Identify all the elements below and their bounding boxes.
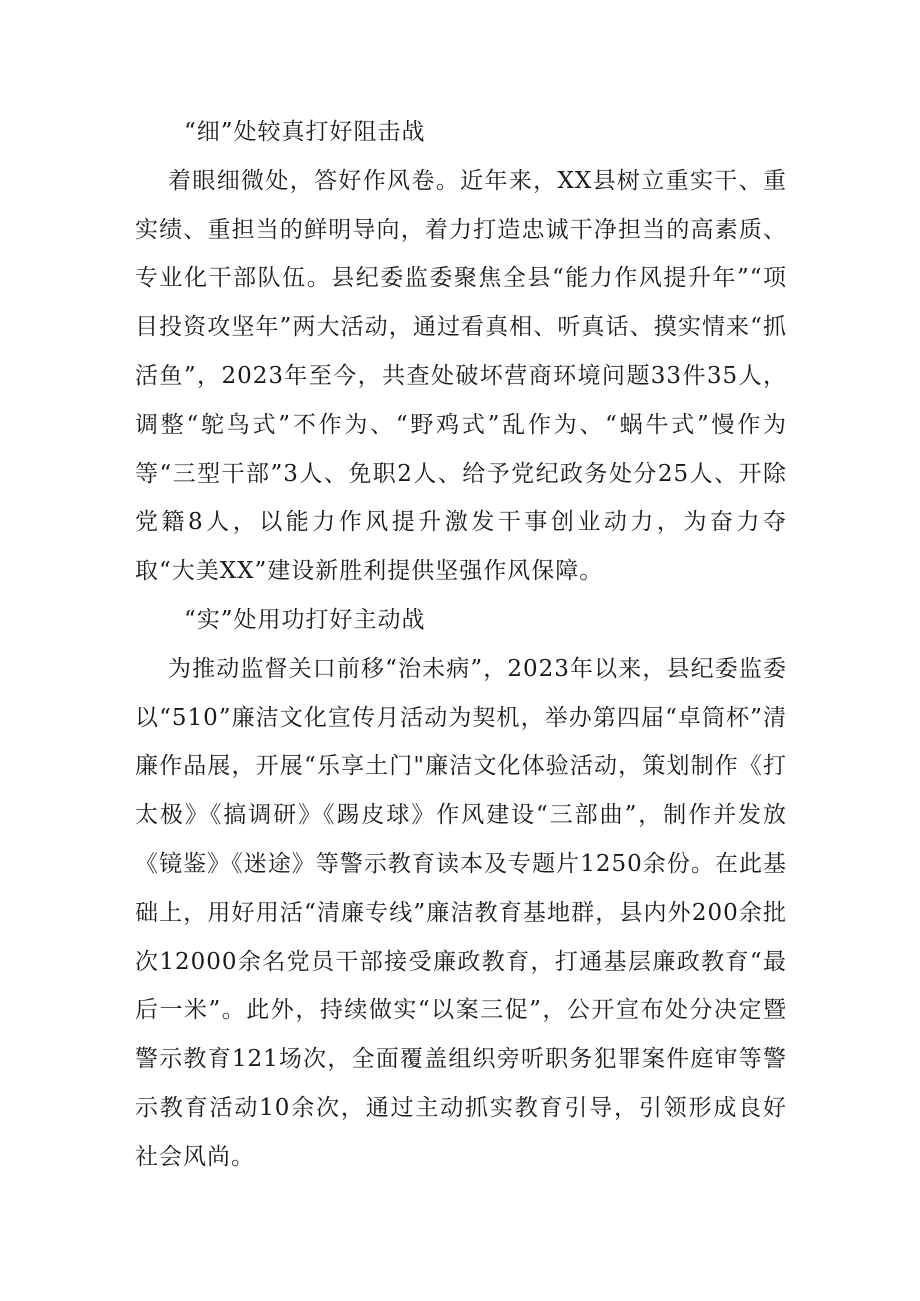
document-body [135,108,787,1182]
section-paragraph-2: 为推动监督关口前移“治未病”，2023年以来，县纪委监委以“510”廉洁文化宣传月活动为契机，举办第四届“卓筒杯”清廉作品展，开展“乐享土门"廉洁文化体验活动，策划制作《打太极》《搞调研》《踢皮球》作风建设“三部曲”，制作并发放《镜鉴》《迷途》等警示教育读本及专题片1250余份。在此基础上，用好用活“清廉专线”廉洁教育基地群，县内外200余批次12000余名党员干部接受廉政教育，打通基层廉政教育“最后一米”。此外，持续做实“以案三促”，公开宣布处分决定暨警示教育121场次，全面覆盖组织旁听职务犯罪案件庭审等警示教育活动10余次，通过主动抓实教育引导，引领形成良好社会风尚。 [135,655,787,1170]
section-heading-2: “实”处用功打好主动战 [184,606,426,633]
section-heading-1: “细”处较真打好阻击战 [184,119,426,145]
section-paragraph-1: 着眼细微处，答好作风卷。近年来，XX县树立重实干、重实绩、重担当的鲜明导向，着力打造忠诚干净担当的高素质、专业化干部队伍。县纪委监委聚焦全县“能力作风提升年”“项目投资攻坚年”两大活动，通过看真相、听真话、摸实情来“抓活鱼”，2023年至今，共查处破坏营商环境问题33件35人，调整“鸵鸟式”不作为、“野鸡式”乱作为、“蜗牛式”慢作为等“三型干部”3人、免职2人、给予党纪政务处分25人、开除党籍8人，以能力作风提升激发干事创业动力，为奋力夺取“大美XX”建设新胜利提供坚强作风保障。 [135,167,787,585]
